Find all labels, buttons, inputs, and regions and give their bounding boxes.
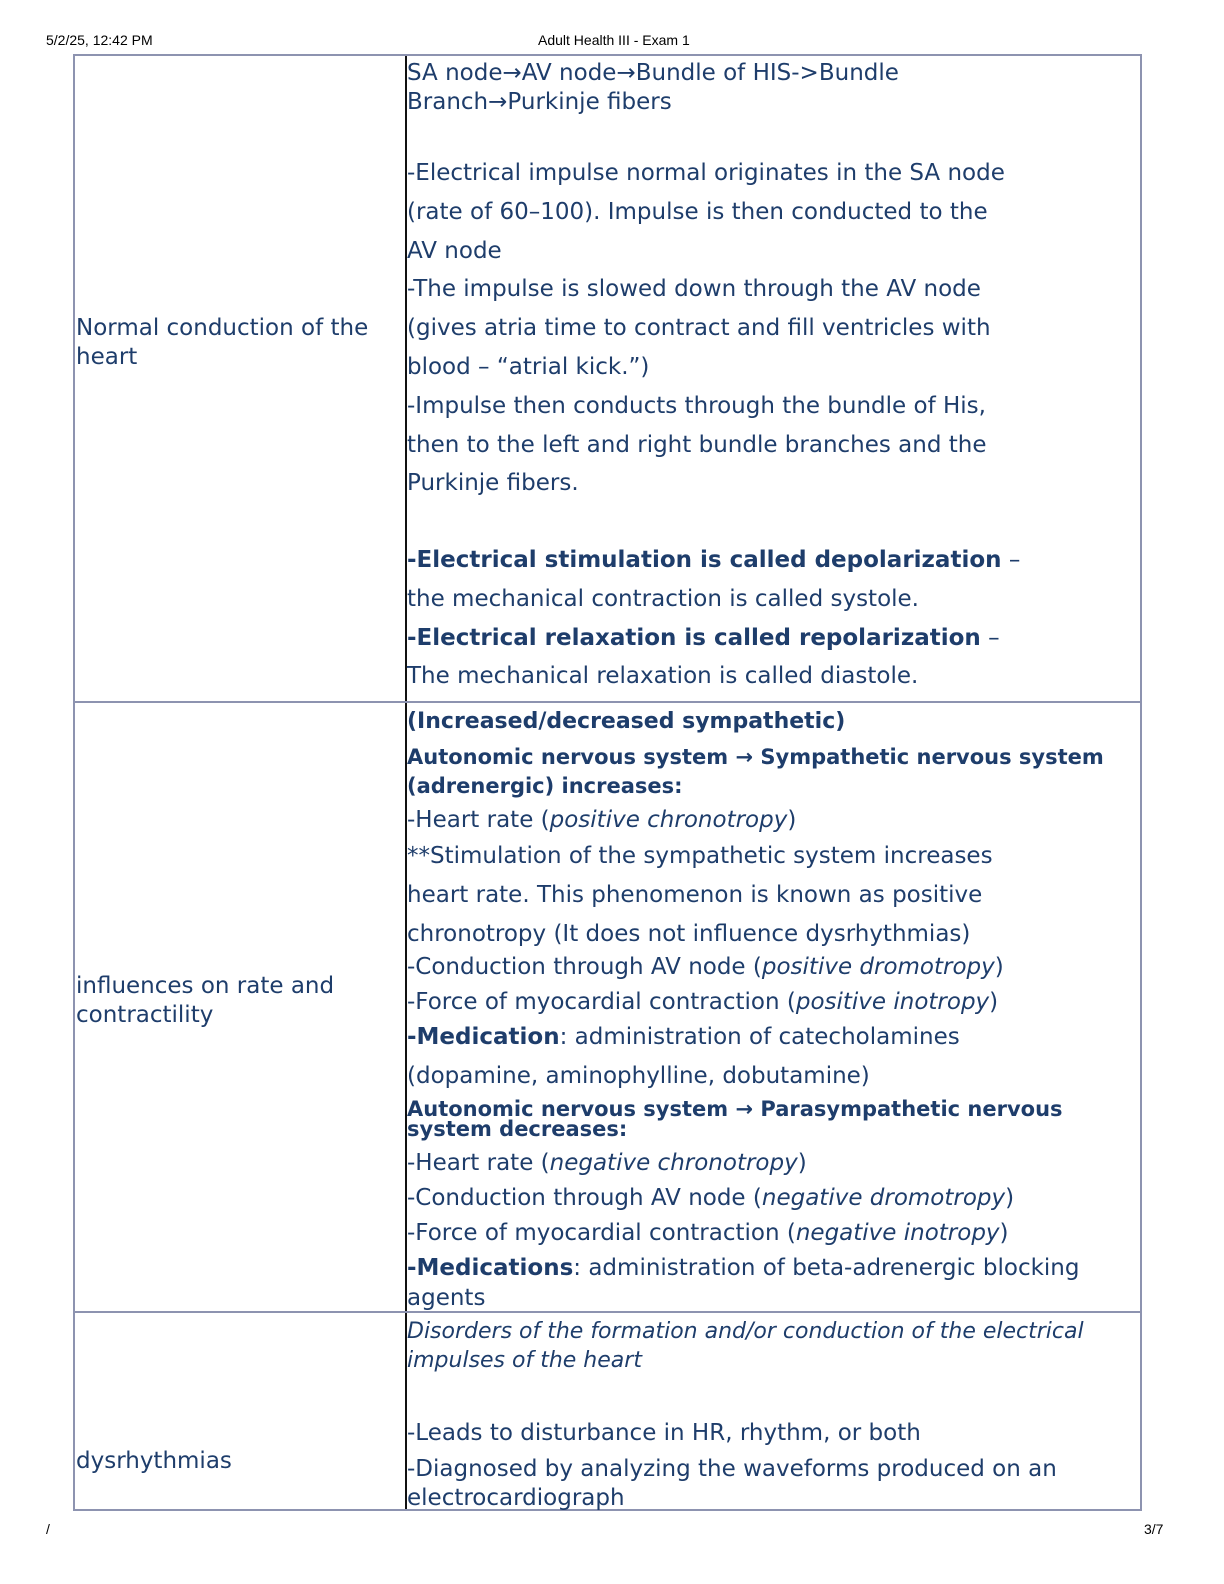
page-number: 3/7	[1144, 1521, 1164, 1537]
text-line: -Heart rate (negative chronotropy)	[407, 1150, 807, 1176]
text-line: The mechanical relaxation is called diastole.	[407, 663, 919, 689]
bold-term: -Electrical relaxation is called repolarization	[407, 625, 981, 651]
text-line: -Conduction through AV node (positive dromotropy)	[407, 954, 1004, 980]
text-line: SA node→AV node→Bundle of HIS->Bundle	[407, 60, 899, 86]
text-line: -Force of myocardial contraction (positive inotropy)	[407, 989, 999, 1015]
text-line: -Medications: administration of beta-adrenergic blocking	[407, 1255, 1080, 1281]
text-line: system decreases:	[407, 1117, 628, 1141]
study-table	[73, 54, 1142, 1511]
table-row	[75, 1311, 1140, 1509]
text-line: Autonomic nervous system → Parasympathetic nervous	[407, 1097, 1063, 1121]
term-cell: dysrhythmias	[76, 1448, 232, 1474]
text-line: the mechanical contraction is called systole.	[407, 586, 919, 612]
text-line: Disorders of the formation and/or conduction of the electrical	[407, 1319, 1084, 1344]
text-line: chronotropy (It does not influence dysrhythmias)	[407, 921, 971, 947]
footer-left: /	[46, 1521, 50, 1537]
text-line: blood – “atrial kick.”)	[407, 354, 650, 380]
text-line: -Force of myocardial contraction (negative inotropy)	[407, 1220, 1009, 1246]
text-line	[407, 547, 1020, 573]
text-line: heart rate. This phenomenon is known as positive	[407, 882, 983, 908]
text-line: Purkinje fibers.	[407, 470, 579, 496]
text-line: -Diagnosed by analyzing the waveforms produced on an	[407, 1456, 1057, 1482]
text-line: -Heart rate (positive chronotropy)	[407, 807, 797, 833]
text-line: -The impulse is slowed down through the AV node	[407, 276, 981, 302]
text-line: -Medication: administration of catecholamines	[407, 1024, 960, 1050]
text-line: electrocardiograph	[407, 1485, 625, 1511]
text-line: (gives atria time to contract and fill ventricles with	[407, 315, 991, 341]
text-line: -Impulse then conducts through the bundle of His,	[407, 393, 986, 419]
dash: –	[980, 625, 1000, 651]
text-line: Branch→Purkinje fibers	[407, 89, 672, 115]
bold-term: -Electrical stimulation is called depolarization	[407, 547, 1002, 573]
text-line: (rate of 60–100). Impulse is then conducted to the	[407, 199, 988, 225]
dash: –	[1001, 547, 1021, 573]
text-line: (Increased/decreased sympathetic)	[407, 709, 846, 734]
term-cell: influences on rate and contractility	[76, 973, 335, 1028]
text-line: then to the left and right bundle branches and the	[407, 432, 987, 458]
document-title: Adult Health III - Exam 1	[538, 32, 690, 48]
table-row	[75, 701, 1140, 1312]
text-line: (dopamine, aminophylline, dobutamine)	[407, 1063, 870, 1089]
text-line: agents	[407, 1285, 486, 1311]
term-cell: Normal conduction of the heart	[76, 315, 369, 370]
print-datetime: 5/2/25, 12:42 PM	[46, 32, 153, 48]
text-line	[407, 625, 1000, 651]
text-line: **Stimulation of the sympathetic system increases	[407, 843, 993, 869]
text-line: -Electrical impulse normal originates in the SA node	[407, 160, 1005, 186]
text-line: -Conduction through AV node (negative dromotropy)	[407, 1185, 1015, 1211]
text-line: (adrenergic) increases:	[407, 774, 683, 798]
table-row	[75, 56, 1140, 702]
text-line: -Leads to disturbance in HR, rhythm, or both	[407, 1420, 921, 1446]
text-line: impulses of the heart	[407, 1348, 642, 1373]
text-line: AV node	[407, 238, 502, 264]
text-line: Autonomic nervous system → Sympathetic nervous system	[407, 745, 1104, 769]
